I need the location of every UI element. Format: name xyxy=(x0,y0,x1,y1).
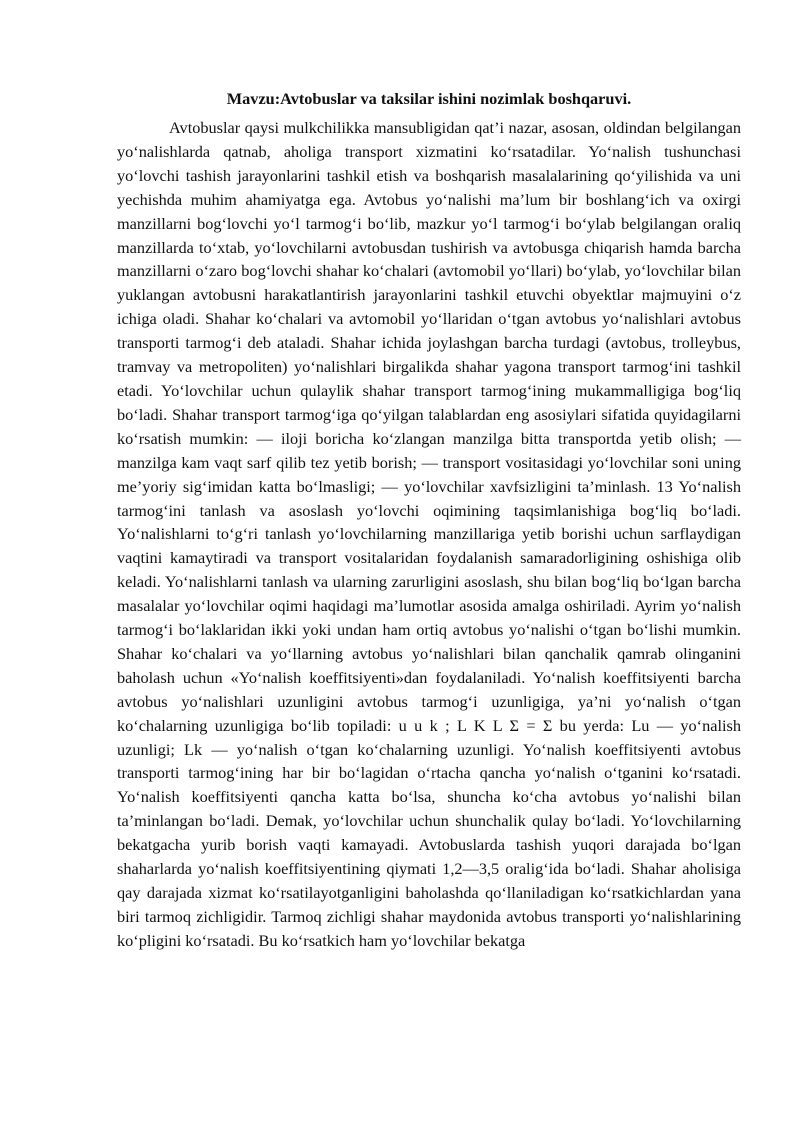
document-title: Mavzu:Avtobuslar va taksilar ishini nozimlak boshqaruvi. xyxy=(226,89,632,108)
document-page xyxy=(117,0,741,953)
body-paragraph: Avtobuslar qaysi mulkchilikka mansubligidan qat’i nazar, asosan, oldindan belgilangan yo‘nalishlarda qatnab, aholiga transport xizmatini ko‘rsatadilar. Yo‘nalish tushunchasi yo‘lovchi tashish jarayonlarini tashkil etish va boshqarish masalalarining qo‘yilishida va uni yechishda muhim ahamiyatga ega. Avtobus yo‘nalishi ma’lum bir boshlang‘ich va oxirgi manzillarni bog‘lovchi yo‘l tarmog‘i bo‘lib, mazkur yo‘l tarmog‘i bo‘ylab belgilangan oraliq manzillarda to‘xtab, yo‘lovchilarni avtobusdan tushirish va avtobusga chiqarish hamda barcha manzillarni o‘zaro bog‘lovchi shahar ko‘chalari (avtomobil yo‘llari) bo‘ylab, yo‘lovchilar bilan yuklangan avtobusni harakatlantirish jarayonlarini tashkil etuvchi obyektlar majmuyini o‘z ichiga oladi. Shahar ko‘chalari va avtomobil yo‘llaridan o‘tgan avtobus yo‘nalishlari avtobus transporti tarmog‘i deb ataladi. Shahar ichida joylashgan barcha turdagi (avtobus, trolleybus, tramvay va metropoliten) yo‘nalishlari birgalikda shahar yagona transport tarmog‘ini tashkil etadi. Yo‘lovchilar uchun qulaylik shahar transport tarmog‘ining mukammalligiga bog‘liq bo‘ladi. Shahar transport tarmog‘iga qo‘yilgan talablardan eng asosiylari sifatida quyidagilarni ko‘rsatish mumkin: — iloji boricha ko‘zlangan manzilga bitta transportda yetib olish; — manzilga kam vaqt sarf qilib tez yetib borish; — transport vositasidagi yo‘lovchilar soni uning me’yoriy sig‘imidan katta bo‘lmasligi; — yo‘lovchilar xavfsizligini ta’minlash. 13 Yo‘nalish tarmog‘ini tanlash va asoslash yo‘lovchi oqimining taqsimlanishiga bog‘liq bo‘ladi. Yo‘nalishlarni to‘g‘ri tanlash yo‘lovchilarning manzillariga yetib borishi uchun sarflaydigan vaqtini kamaytiradi va transport vositalaridan foydalanish samaradorligining oshishiga olib keladi. Yo‘nalishlarni tanlash va ularning zarurligini asoslash, shu bilan bog‘liq bo‘lgan barcha masalalar yo‘lovchilar oqimi haqidagi ma’lumotlar asosida amalga oshiriladi. Ayrim yo‘nalish tarmog‘i bo‘laklaridan ikki yoki undan ham ortiq avtobus yo‘nalishi o‘tgan bo‘lishi mumkin. Shahar ko‘chalari va yo‘llarning avtobus yo‘nalishlari bilan qanchalik qamrab olinganini baholash uchun «Yo‘nalish koeffitsiyenti»dan foydalaniladi. Yo‘nalish koeffitsiyenti barcha avtobus yo‘nalishlari uzunligini avtobus tarmog‘i uzunligiga, ya’ni yo‘nalish o‘tgan ko‘chalarning uzunligiga bo‘lib topiladi: u u k ; L K L Σ = Σ bu yerda: Lu — yo‘nalish uzunligi; Lk — yo‘nalish o‘tgan ko‘chalarning uzunligi. Yo‘nalish koeffitsiyenti avtobus transporti tarmog‘ining har bir bo‘lagidan o‘rtacha qancha yo‘nalish o‘tganini ko‘rsatadi. Yo‘nalish koeffitsiyenti qancha katta bo‘lsa, shuncha ko‘cha avtobus yo‘nalishi bilan ta’minlangan bo‘ladi. Demak, yo‘lovchilar uchun shunchalik qulay bo‘ladi. Yo‘lovchilarning bekatgacha yurib borish vaqti kamayadi. Avtobuslarda tashish yuqori darajada bo‘lgan shaharlarda yo‘nalish koeffitsiyentining qiymati 1,2—3,5 oralig‘ida bo‘ladi. Shahar aholisiga qay darajada xizmat ko‘rsatilayotganligini baholashda qo‘llaniladigan ko‘rsatkichlardan yana biri tarmoq zichligidir. Tarmoq zichligi shahar maydonida avtobus transporti yo‘nalishlarining ko‘pligini ko‘rsatadi. Bu ko‘rsatkich ham yo‘lovchilar bekatga xyxy=(117,118,741,950)
